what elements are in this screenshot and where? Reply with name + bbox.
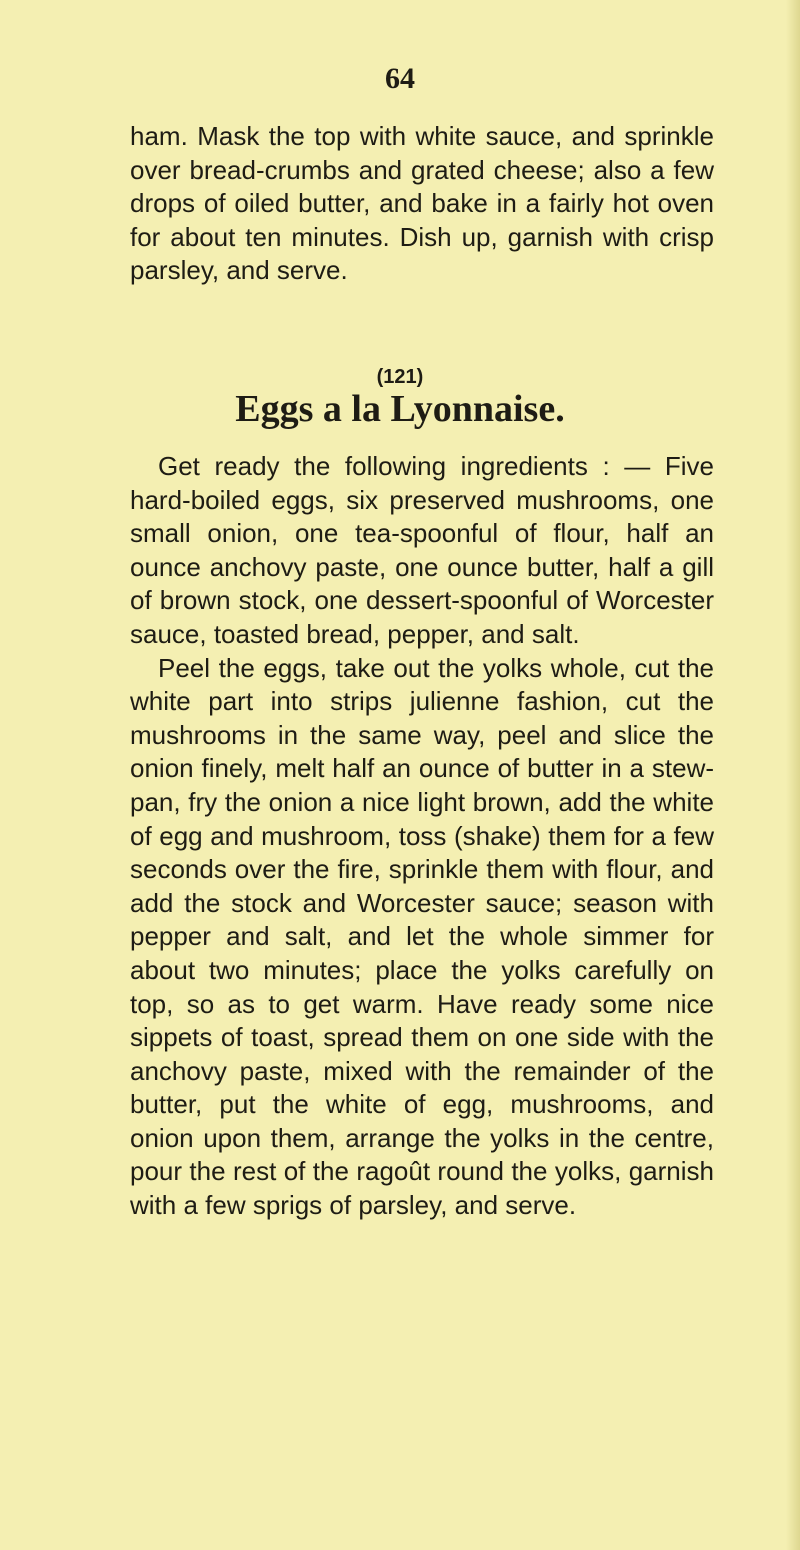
page-edge-shadow bbox=[786, 0, 800, 1550]
method-paragraph: Peel the eggs, take out the yolks whole, cut the white part into strips julienne fashion, cut the mushrooms in the same way, peel and slice the onion finely, melt half an ounce of butter in a stew-pan, fry the onion a nice light brown, add the white of egg and mushroom, toss (shake) them for a few seconds over the fire, sprinkle them with flour, and add the stock and Worcester sauce; season with pepper and salt, and let the whole simmer for about two minutes; place the yolks carefully on top, so as to get warm. Have ready some nice sippets of toast, spread them on one side with the anchovy paste, mixed with the remainder of the butter, put the white of egg, mushrooms, and onion upon them, arrange the yolks in the centre, pour the rest of the ragoût round the yolks, garnish with a few sprigs of parsley, and serve. bbox=[130, 652, 714, 1221]
ingredients-paragraph: Get ready the following ingredients : — Five hard-boiled eggs, six preserved mushrooms, one small onion, one tea-spoonful of flour, half an ounce anchovy paste, one ounce butter, half a gill of brown stock, one dessert-spoonful of Worcester sauce, toasted bread, pepper, and salt. bbox=[130, 451, 714, 649]
recipe-title: Eggs a la Lyonnaise. bbox=[235, 388, 565, 430]
page-number: 64 bbox=[385, 62, 415, 95]
intro-text: ham. Mask the top with white sauce, and sprinkle over bread-crumbs and grated cheese; also a few drops of oiled butter, and bake in a fairly hot oven for about ten minutes. Dish up, garnish with crisp parsley, and serve. bbox=[130, 121, 714, 286]
intro-paragraph bbox=[130, 120, 714, 288]
recipe-number: (121) bbox=[376, 366, 424, 388]
recipe-body bbox=[130, 450, 714, 1223]
